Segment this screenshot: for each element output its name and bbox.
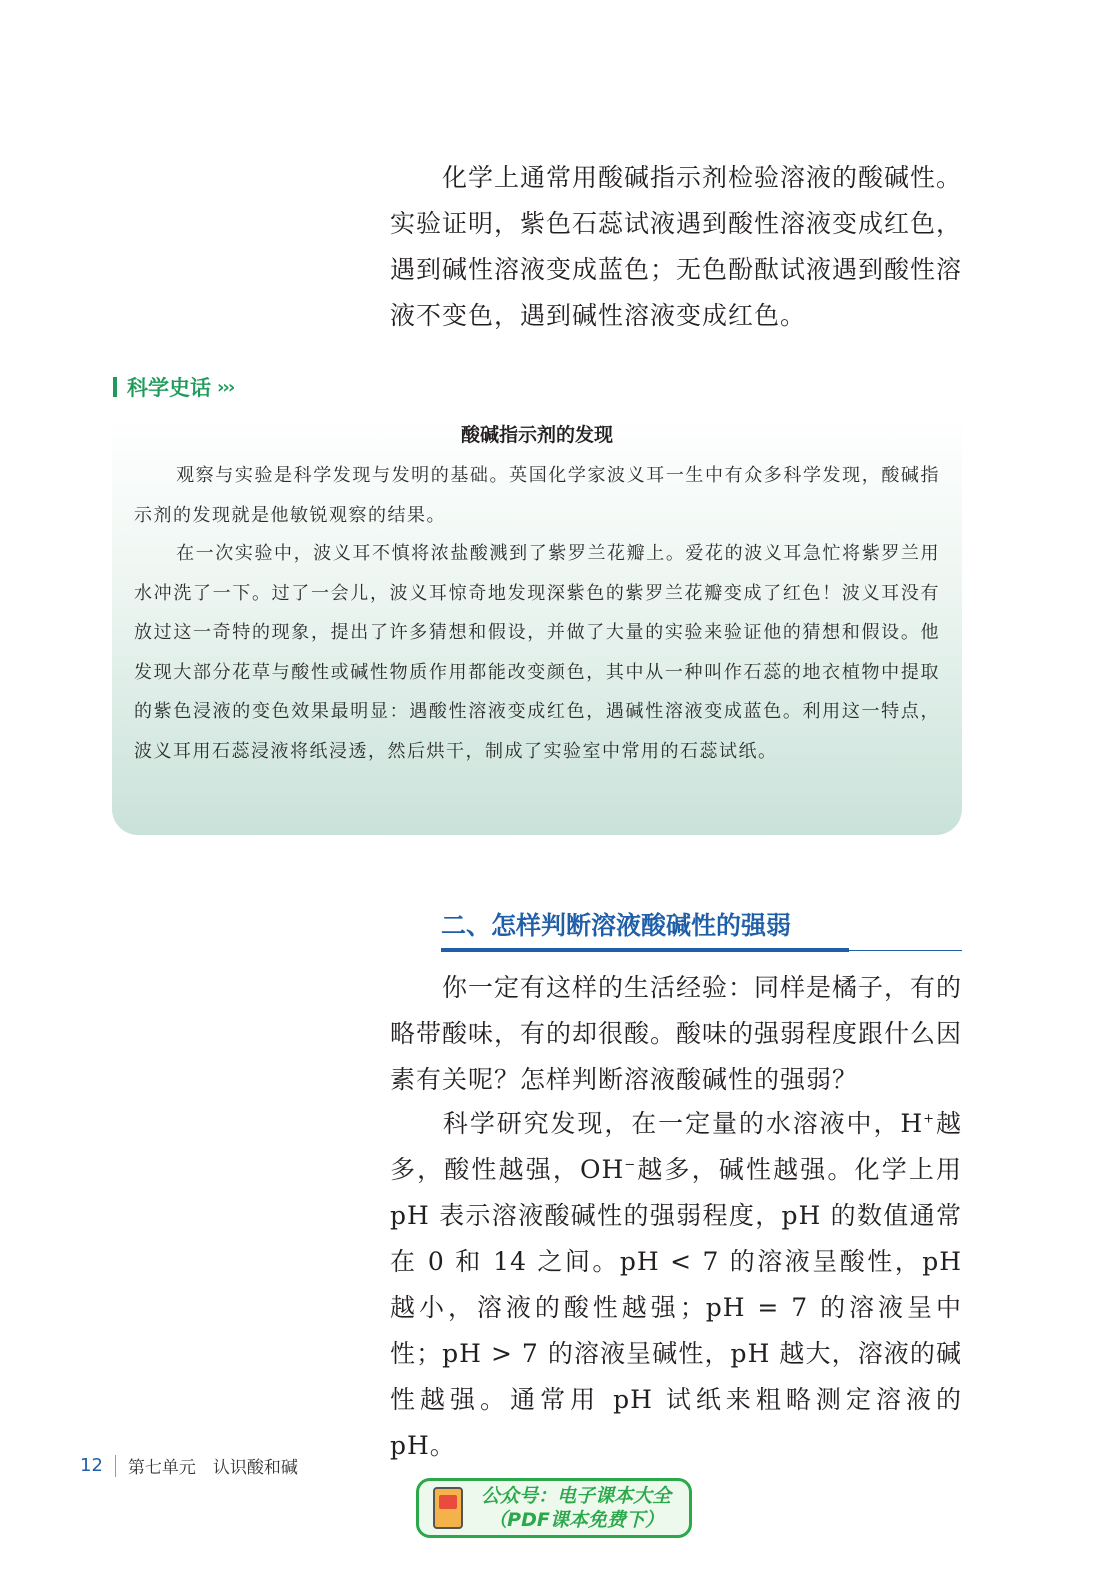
watermark-text: 公众号：电子课本大全 （PDF课本免费下） — [480, 1485, 671, 1531]
heading-underline — [441, 948, 849, 952]
book-icon — [433, 1487, 463, 1529]
history-paragraph-2: 在一次实验中，波义耳不慎将浓盐酸溅到了紫罗兰花瓣上。爱花的波义耳急忙将紫罗兰用水冲洗了一下。过了一会儿，波义耳惊奇地发现深紫色的紫罗兰花瓣变成了红色！波义耳没有放过这一奇特的现象，提出了许多猜想和假设，并做了大量的实验来验证他的猜想和假设。他发现大部分花草与酸性或碱性物质作用都能改变颜色，其中从一种叫作石蕊的地衣植物中提取的紫色浸液的变色效果最明显：遇酸性溶液变成红色，遇碱性溶液变成蓝色。利用这一特点，波义耳用石蕊浸液将纸浸透，然后烘干，制成了实验室中常用的石蕊试纸。 — [134, 543, 940, 762]
section-heading: 二、怎样判断溶液酸碱性的强弱 — [441, 911, 792, 940]
watermark-badge — [416, 1478, 692, 1538]
intro-paragraph: 化学上通常用酸碱指示剂检验溶液的酸碱性。实验证明，紫色石蕊试液遇到酸性溶液变成红色，遇到碱性溶液变成蓝色；无色酚酞试液遇到酸性溶液不变色，遇到碱性溶液变成红色。 — [390, 163, 963, 330]
page-number: 12 — [80, 1455, 103, 1476]
unit-title: 第七单元 认识酸和碱 — [127, 1458, 298, 1478]
science-history-label: 科学史话 ››› — [113, 372, 233, 402]
heading-underline-thin — [849, 950, 962, 951]
page-footer — [80, 1453, 298, 1478]
science-paragraph: 科学研究发现，在一定量的水溶液中，H+越多，酸性越强，OH−越多，碱性越强。化学上用 pH 表示溶液酸碱性的强弱程度，pH 的数值通常在 0 和 14 之间。pH < 7 的溶液呈酸性，pH 越小，溶液的酸性越强；pH = 7 的溶液呈中性；pH > 7 的溶液呈碱性，pH 越大，溶液的碱性越强。通常用 pH 试纸来粗略测定溶液的 pH。 — [390, 1109, 962, 1460]
box-title: 酸碱指示剂的发现 — [460, 424, 613, 446]
chevrons-icon: ››› — [217, 376, 234, 398]
footer-divider — [115, 1455, 116, 1477]
label-bar-icon — [113, 377, 117, 397]
history-paragraph-1: 观察与实验是科学发现与发明的基础。英国化学家波义耳一生中有众多科学发现，酸碱指示剂的发现就是他敏锐观察的结果。 — [134, 465, 940, 526]
experience-paragraph: 你一定有这样的生活经验：同样是橘子，有的略带酸味，有的却很酸。酸味的强弱程度跟什么因素有关呢？怎样判断溶液酸碱性的强弱？ — [390, 973, 963, 1094]
